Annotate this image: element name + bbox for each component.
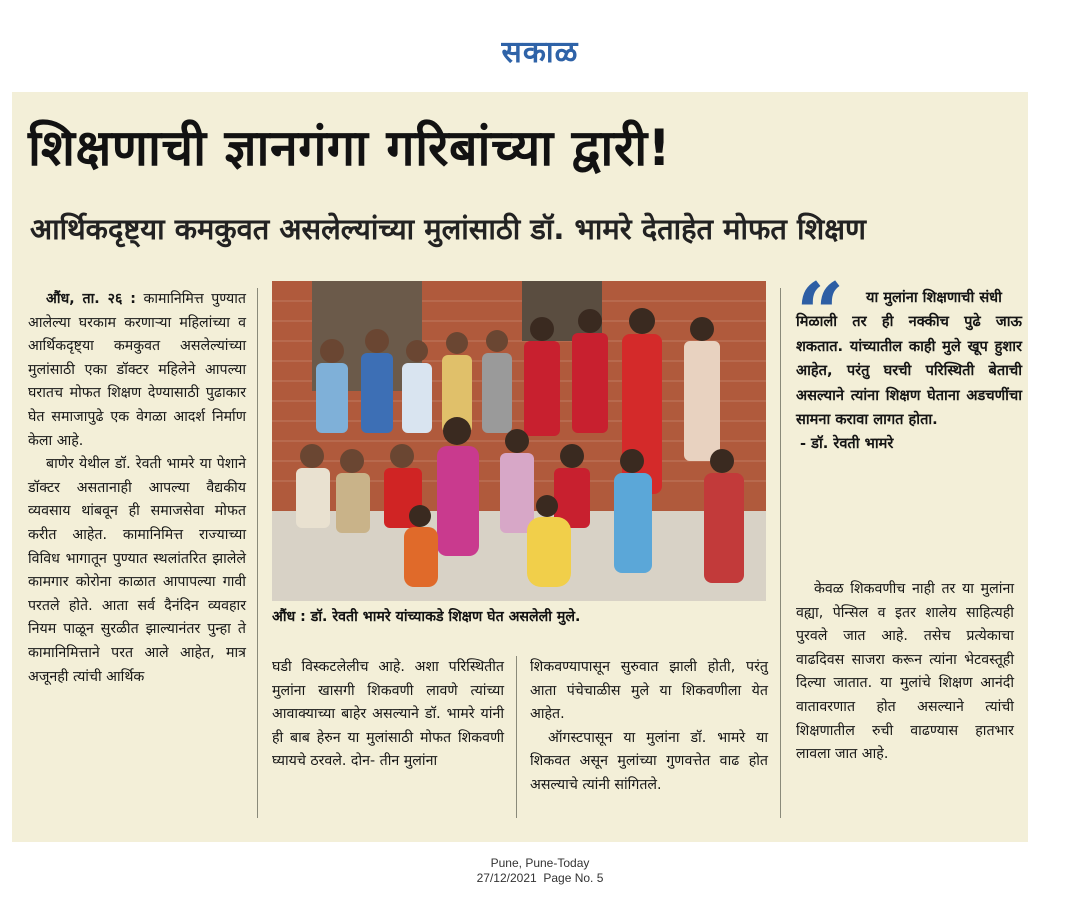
group-photo <box>272 281 766 601</box>
page-footer <box>0 856 1080 886</box>
column-divider <box>516 656 517 818</box>
quote-author: - डॉ. रेवती भामरे <box>800 435 894 453</box>
newspaper-masthead: सकाळ <box>501 35 579 70</box>
quote-body: मिळाली तर ही नक्कीच पुढे जाऊ शकतात. यांच्यातील काही मुले खूप हुशार आहेत, परंतु घरची परिस्थिती बेताची असल्याने त्यांना शिक्षण घेताना अडचणींचा सामना करावा लागत होता. <box>796 313 1022 429</box>
article-column-1 <box>28 288 246 689</box>
article-column-3 <box>530 656 768 798</box>
subheadline: आर्थिकदृष्ट्या कमकुवत असलेल्यांच्या मुलांसाठी डॉ. भामरे देताहेत मोफत शिक्षण <box>30 212 866 246</box>
dateline: औंध, ता. २६ : <box>46 291 136 307</box>
article-paragraph: बाणेर येथील डॉ. रेवती भामरे या पेशाने डॉक्टर असतानाही आपल्या वैद्यकीय व्यवसाय थांबवून ही समाजसेवा मोफत करीत आहेत. कामानिमित्त राज्याच्या विविध भागातून पुण्यात स्थलांतरित झालेले कामगार कोरोना काळात आपापल्या गावी परतले होते. आता सर्व दैनंदिन व्यवहार नियम पाळून सुरळीत झाल्यानंतर पुन्हा ते कामानिमित्ताने परत आले आहेत, मात्र अजूनही त्यांची आर्थिक <box>28 456 246 685</box>
date-page-label: 27/12/2021 Page No. 5 <box>476 871 604 885</box>
quote-mark-icon: “ <box>796 264 845 363</box>
quote-lead: या मुलांना शिक्षणाची संधी <box>866 289 1002 306</box>
article-paragraph: शिकवण्यापासून सुरुवात झाली होती, परंतु आता पंचेचाळीस मुले या शिकवणीला येत आहेत. <box>530 659 768 723</box>
article-column-4 <box>796 578 1014 767</box>
photo-caption: औंध : डॉ. रेवती भामरे यांच्याकडे शिक्षण घेत असलेली मुले. <box>272 609 581 625</box>
article-paragraph <box>28 288 246 453</box>
edition-label: Pune, Pune-Today <box>490 856 590 870</box>
children-group-photo-illustration <box>272 281 766 601</box>
article-column-2 <box>272 656 504 774</box>
pull-quote <box>796 264 1022 453</box>
column-divider <box>257 288 258 818</box>
article-paragraph: ऑगस्टपासून या मुलांना डॉ. भामरे या शिकवत असून मुलांच्या गुणवत्तेत वाढ होत असल्याचे त्यांनी सांगितले. <box>530 729 768 793</box>
article-paragraph: घडी विस्कटलेलीच आहे. अशा परिस्थितीत मुलांना खासगी शिकवणी लावणे त्यांच्या आवाक्याच्या बाहेर असल्याने डॉ. भामरे यांनी ही बाब हेरुन या मुलांसाठी मोफत शिकवणी घ्यायचे ठरवले. दोन- तीन मुलांना <box>272 659 504 770</box>
column-divider <box>780 288 781 818</box>
headline: शिक्षणाची ज्ञानगंगा गरिबांच्या द्वारी! <box>28 119 672 177</box>
article-text: कामानिमित्त पुण्यात आलेल्या घरकाम करणाऱ्या महिलांच्या व आर्थिकदृष्ट्या कमकुवत असलेल्यांच्या मुलांसाठी एका डॉक्टर महिलेने आपल्या घरातच मोफत शिक्षण देण्यासाठी पुढाकार घेत समाजापुढे एक वेगळा आदर्श निर्माण केला आहे. <box>28 291 246 449</box>
article-paragraph: केवळ शिकवणीच नाही तर या मुलांना वह्या, पेन्सिल व इतर शालेय साहित्यही पुरवले जात आहे. तसेच प्रत्येकाचा वाढदिवस साजरा करून त्यांना भेटवस्तूही दिल्या जातात. या मुलांचे शिक्षण आनंदी वातावरणात होत असल्याने त्यांची शिक्षणातील रुची वाढण्यास हातभार लावला जात आहे. <box>796 581 1014 763</box>
